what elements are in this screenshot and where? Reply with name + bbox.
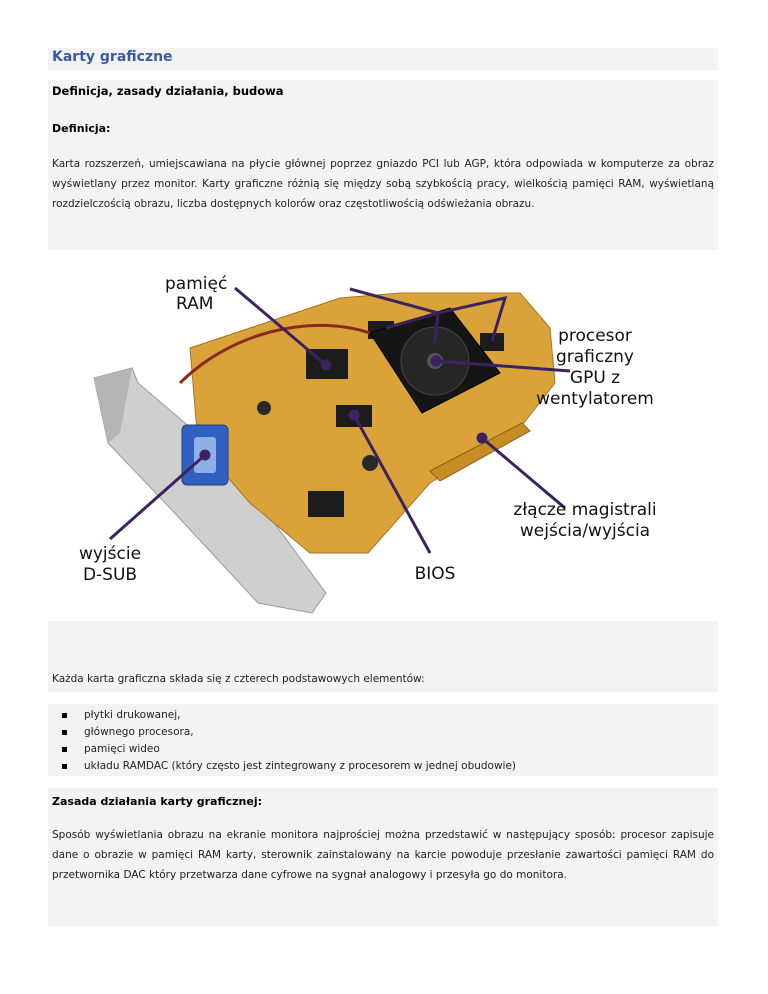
pointer-dot: [201, 451, 209, 459]
pointer-dot: [432, 357, 440, 365]
label-gpu-line2: graficzny: [555, 347, 635, 367]
figure-caption-gap: [48, 621, 718, 666]
label-bios: BIOS: [414, 564, 456, 584]
components-intro: Każda karta graficzna składa się z czterech podstawowych elementów:: [52, 673, 425, 685]
principle-text-block: [48, 818, 718, 926]
section-heading-bar: [48, 80, 718, 110]
aux-chip: [308, 491, 344, 517]
graphics-card-figure: [50, 253, 718, 621]
bullet-icon: [62, 713, 67, 718]
label-gpu-line1: procesor: [558, 326, 632, 346]
list-item: płytki drukowanej,: [62, 707, 516, 724]
capacitor: [362, 455, 378, 471]
label-ram-line2: RAM: [176, 294, 214, 314]
label-dsub-line2: D-SUB: [82, 565, 138, 585]
label-bus-line2: wejścia/wyjścia: [519, 521, 651, 541]
pointer-dot: [350, 411, 358, 419]
principle-label: Zasada działania karty graficznej:: [52, 795, 263, 808]
pointer-dot: [478, 434, 486, 442]
list-item: układu RAMDAC (który często jest zintegrowany z procesorem w jednej obudowie): [62, 758, 516, 775]
list-item: pamięci wideo: [62, 741, 516, 758]
components-list-block: [48, 704, 718, 776]
principle-heading-block: [48, 788, 718, 818]
ram-chip-3: [480, 333, 504, 351]
graphics-card-illustration: [50, 253, 718, 621]
bullet-icon: [62, 747, 67, 752]
pointer-bus: [482, 438, 565, 508]
page-title-bar: [48, 48, 718, 70]
label-gpu-line4: wentylatorem: [536, 389, 654, 409]
definition-text: Karta rozszerzeń, umiejscawiana na płycie głównej poprzez gniazdo PCI lub AGP, która odpowiada w komputerze za obraz wyświetlany przez monitor. Karty graficzne różnią się między sobą szybkością pracy, wielkością pamięci RAM, wyświetlaną rozdzielczością obrazu, liczba dostępnych kolorów oraz częstotliwością odświeżania obrazu.: [52, 158, 714, 210]
bullet-icon: [62, 764, 67, 769]
definition-label: Definicja:: [52, 122, 111, 135]
label-gpu-line3: GPU z: [569, 368, 621, 388]
page-title: Karty graficzne: [52, 49, 173, 65]
bullet-icon: [62, 730, 67, 735]
list-item: głównego procesora,: [62, 724, 516, 741]
section-heading: Definicja, zasady działania, budowa: [52, 84, 284, 98]
components-intro-block: [48, 666, 718, 692]
capacitor: [257, 401, 271, 415]
pointer-dot: [322, 361, 330, 369]
principle-text: Sposób wyświetlania obrazu na ekranie monitora najprościej można przedstawić w następujący sposób: procesor zapisuje dane o obrazie w pamięci RAM karty, sterownik zainstalowany na karcie powoduje przesłanie zawartości pamięci RAM do przetwornika DAC który przetwarza dane cyfrowe na sygnał analogowy i przesyła go do monitora.: [52, 829, 714, 881]
label-dsub-line1: wyjście: [78, 544, 142, 564]
definition-block: [48, 110, 718, 250]
components-list: [62, 707, 516, 775]
label-bus-line1: złącze magistrali: [513, 500, 657, 520]
label-ram-line1: pamięć: [165, 274, 228, 294]
